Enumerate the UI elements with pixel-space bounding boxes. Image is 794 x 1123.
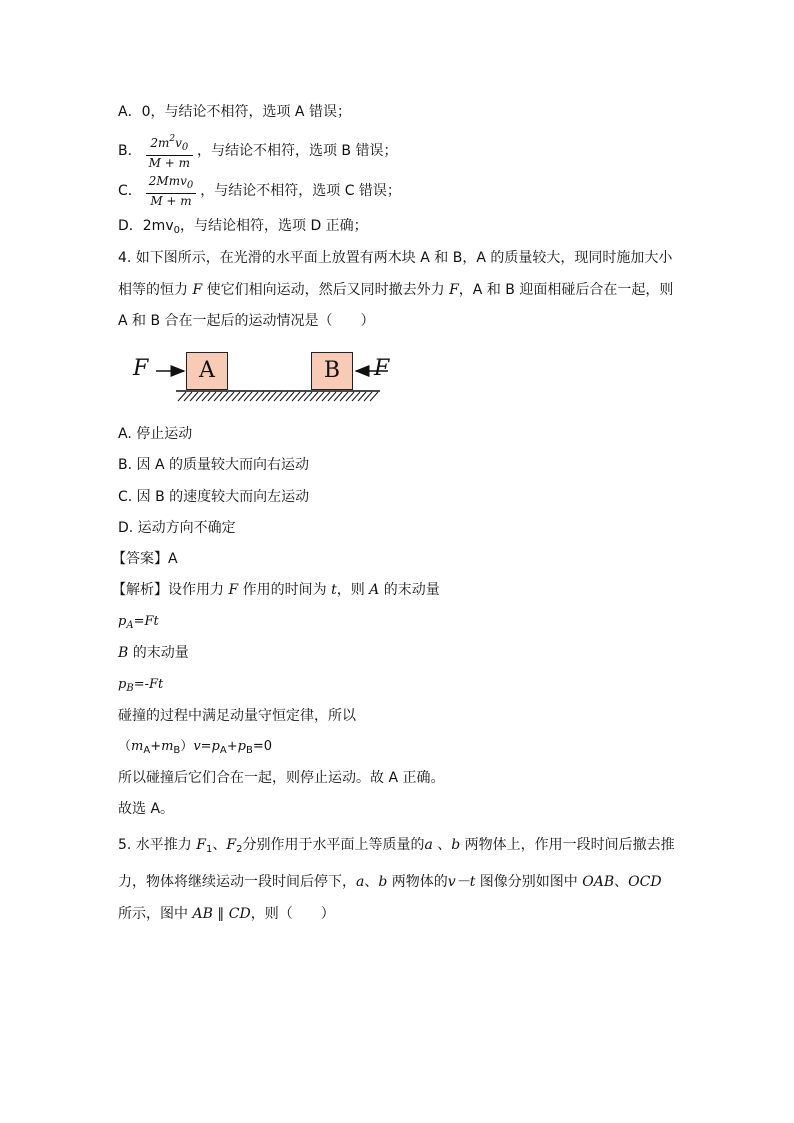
- equation-pa: $p_A=Ft$: [118, 614, 159, 631]
- q4-answer: 【答案】A: [112, 551, 178, 567]
- force-label-right: F: [374, 356, 390, 381]
- conclusion-line: 所以碰撞后它们合在一起，则停止运动。故 A 正确。: [118, 770, 445, 786]
- block-a: A: [186, 352, 228, 390]
- q4-analysis: 【解析】设作用力 F 作用的时间为 t，则 A 的末动量: [112, 582, 440, 598]
- force-label-left: F: [133, 356, 149, 381]
- equation-conservation: $(m_A+m_B)v=p_A+p_B=0$: [118, 739, 272, 756]
- choose-line: 故选 A。: [118, 801, 175, 817]
- q5-stem-line2: 力，物体将继续运动一段时间后停下，a、b 两物体的v－t 图像分别如图中 OAB、OCD: [118, 874, 662, 890]
- ground-hatching: [178, 392, 378, 401]
- option-c-line: C． $\frac{2Mmv_0}{M + m}$ ，与结论不相符，选项 C 错误；: [118, 173, 401, 208]
- q5-stem-line1: 5. 水平推力 $F_1$、$F_2$分别作用于水平面上等质量的a 、b 两物体上，作用一段时间后撤去推: [118, 837, 675, 855]
- q5-stem-line3: 所示，图中 AB ∥ CD，则（ ）: [118, 906, 335, 922]
- equation-pb: $p_B=-Ft$: [118, 677, 164, 694]
- option-b-fraction: $\frac{2m^2v_0}{M + m}$: [146, 132, 193, 171]
- option-b-line: B． $\frac{2m^2v_0}{M + m}$ ，与结论不相符，选项 B 错误；: [118, 133, 398, 170]
- q4-option-b: B. 因 A 的质量较大而向右运动: [118, 457, 309, 473]
- b-momentum-line: B 的末动量: [118, 645, 189, 661]
- q4-stem-line3: A 和 B 合在一起后的运动情况是（ ）: [118, 313, 375, 329]
- option-a-line: A．0，与结论不相符，选项 A 错误；: [118, 104, 351, 120]
- q4-stem-line1: 4. 如下图所示，在光滑的水平面上放置有两木块 A 和 B，A 的质量较大，现同时施加大小: [118, 250, 673, 266]
- option-d-line: D．$2mv_0$，与结论相符，选项 D 正确；: [118, 218, 368, 236]
- q4-figure: [130, 348, 390, 410]
- option-c-fraction: $\frac{2Mmv_0}{M + m}$: [146, 174, 196, 209]
- conservation-line: 碰撞的过程中满足动量守恒定律，所以: [118, 708, 356, 724]
- q4-stem-line2: 相等的恒力 F 使它们相向运动，然后又同时撤去外力 F，A 和 B 迎面相碰后合在一起，则: [118, 282, 674, 298]
- q4-option-d: D. 运动方向不确定: [118, 520, 236, 536]
- q4-option-c: C. 因 B 的速度较大而向左运动: [118, 489, 310, 505]
- block-b: B: [311, 352, 353, 390]
- q4-option-a: A. 停止运动: [118, 426, 193, 442]
